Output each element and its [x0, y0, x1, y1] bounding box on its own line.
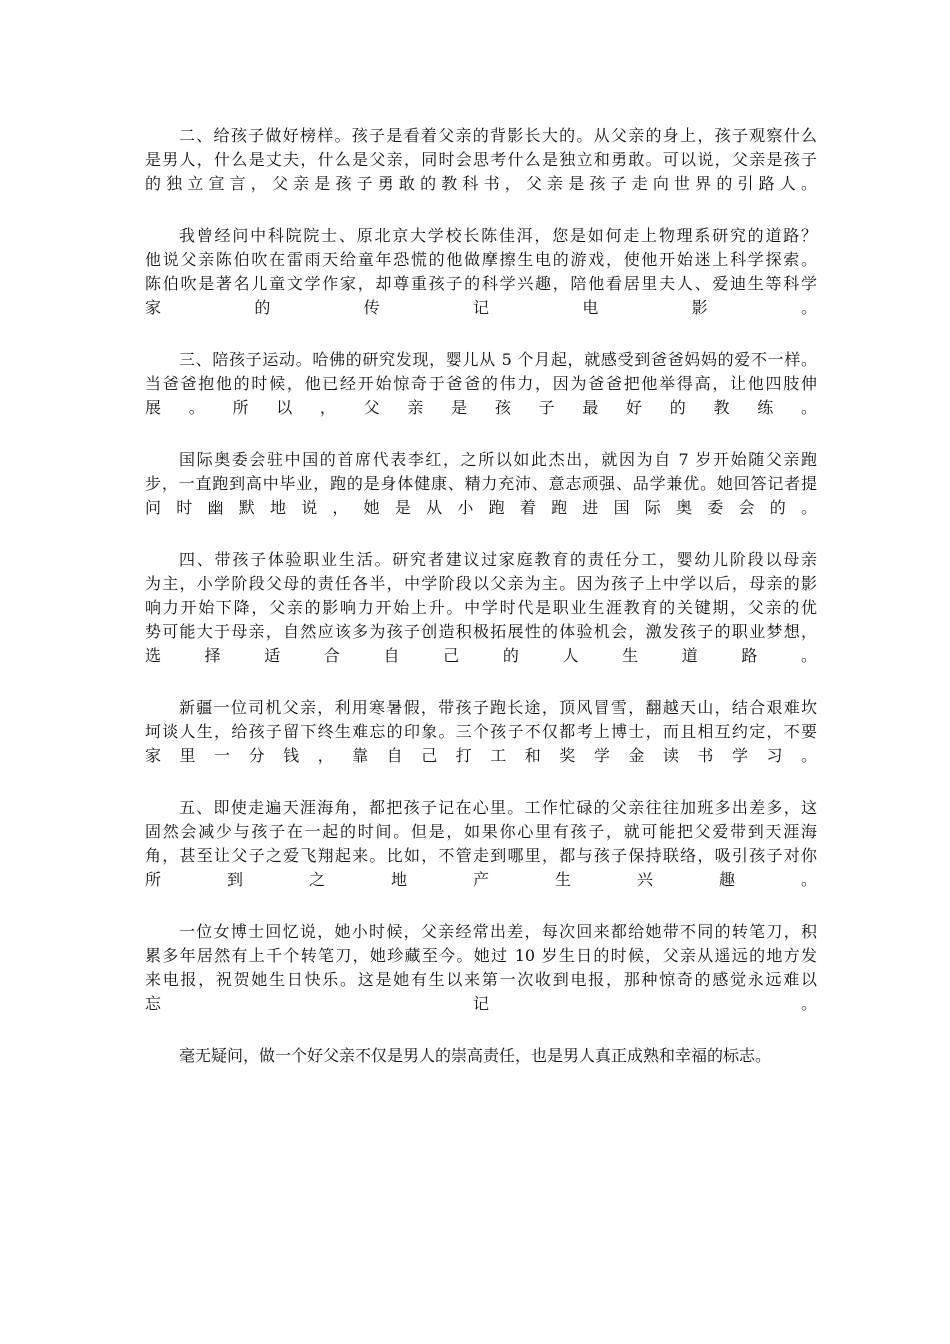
- paragraph-role-model: [145, 124, 817, 196]
- paragraph-line: 当爸爸抱他的时候，他已经开始惊奇于爸爸的伟力，因为爸爸把他举得高，让他四肢伸: [145, 374, 817, 393]
- paragraph-line: 固然会减少与孩子在一起的时间。但是，如果你心里有孩子，就可能把父爱带到天涯海: [145, 822, 817, 841]
- paragraph-line: 三、陪孩子运动。哈佛的研究发现，婴儿从 5 个月起，就感受到爸爸妈妈的爱不一样。: [179, 350, 817, 369]
- paragraph-line: 陈伯吹是著名儿童文学作家，却尊重孩子的科学兴趣，陪他看居里夫人、爱迪生等科学: [145, 274, 817, 293]
- paragraph-xinjiang-driver: [145, 696, 817, 768]
- paragraph-sports: [145, 348, 817, 420]
- paragraph-line: 我曾经问中科院院士、原北京大学校长陈佳洱，您是如何走上物理系研究的道路？: [179, 226, 817, 245]
- paragraph-line: 展 。 所 以 ， 父 亲 是 孩 子 最 好 的 教 练 。: [145, 398, 817, 417]
- paragraph-line: 四、带孩子体验职业生活。研究者建议过家庭教育的责任分工，婴幼儿阶段以母亲: [179, 550, 817, 569]
- paragraph-conclusion: [145, 1044, 817, 1068]
- paragraph-line: 新疆一位司机父亲，利用寒暑假，带孩子跑长途，顶风冒雪，翻越天山，结合艰难坎: [179, 698, 817, 717]
- paragraph-line: 是男人，什么是丈夫，什么是父亲，同时会思考什么是独立和勇敢。可以说，父亲是孩子: [145, 150, 817, 169]
- paragraph-line: 五、即使走遍天涯海角，都把孩子记在心里。工作忙碌的父亲往往加班多出差多，这: [179, 798, 817, 817]
- paragraph-line: 为主，小学阶段父母的责任各半，中学阶段以父亲为主。因为孩子上中学以后，母亲的影: [145, 574, 817, 593]
- paragraph-line: 累多年居然有上千个转笔刀，她珍藏至今。她过 10 岁生日的时候，父亲从遥远的地方发: [145, 946, 817, 965]
- paragraph-line: 的 独 立 宣 言 ， 父 亲 是 孩 子 勇 敢 的 教 科 书 ， 父 亲 是 孩 子 走 向 世 界 的 引 路 人 。: [145, 174, 817, 193]
- paragraph-career: [145, 548, 817, 668]
- paragraph-line: 忘 记 。: [145, 994, 817, 1013]
- paragraph-line: 家 的 传 记 电 影 。: [145, 298, 817, 317]
- paragraph-chen-jiaer: [145, 224, 817, 320]
- paragraph-line: 二、给孩子做好榜样。孩子是看着父亲的背影长大的。从父亲的身上，孩子观察什么: [179, 126, 817, 145]
- paragraph-line: 国际奥委会驻中国的首席代表李红，之所以如此杰出，就因为自 7 岁开始随父亲跑: [179, 450, 817, 469]
- paragraph-line: 来电报，祝贺她生日快乐。这是她有生以来第一次收到电报，那种惊奇的感觉永远难以: [145, 970, 817, 989]
- paragraph-line: 角，甚至让父子之爱飞翔起来。比如，不管走到哪里，都与孩子保持联络，吸引孩子对你: [145, 846, 817, 865]
- paragraph-line: 所 到 之 地 产 生 兴 趣 。: [145, 870, 817, 889]
- paragraph-line: 毫无疑问，做一个好父亲不仅是男人的崇高责任，也是男人真正成熟和幸福的标志。: [179, 1046, 772, 1065]
- paragraph-line: 家 里 一 分 钱 ， 靠 自 己 打 工 和 奖 学 金 读 书 学 习 。: [145, 746, 817, 765]
- paragraph-line: 响力开始下降，父亲的影响力开始上升。中学时代是职业生涯教育的关键期，父亲的优: [145, 598, 817, 617]
- paragraph-line: 问 时 幽 默 地 说 ， 她 是 从 小 跑 着 跑 进 国 际 奥 委 会 的 。: [145, 498, 817, 517]
- paragraph-female-doctor: [145, 920, 817, 1016]
- paragraph-line: 一位女博士回忆说，她小时候，父亲经常出差，每次回来都给她带不同的转笔刀，积: [179, 922, 817, 941]
- paragraph-line: 他说父亲陈伯吹在雷雨天给童年恐慌的他做摩擦生电的游戏，使他开始迷上科学探索。: [145, 250, 817, 269]
- paragraph-far-away: [145, 796, 817, 892]
- paragraph-line: 势可能大于母亲，自然应该多为孩子创造积极拓展性的体验机会，激发孩子的职业梦想，: [145, 622, 817, 641]
- paragraph-line: 选 择 适 合 自 己 的 人 生 道 路 。: [145, 646, 817, 665]
- paragraph-line: 坷谈人生，给孩子留下终生难忘的印象。三个孩子不仅都考上博士，而且相互约定，不要: [145, 722, 817, 741]
- paragraph-li-hong: [145, 448, 817, 520]
- paragraph-line: 步，一直跑到高中毕业，跑的是身体健康、精力充沛、意志顽强、品学兼优。她回答记者提: [145, 474, 817, 493]
